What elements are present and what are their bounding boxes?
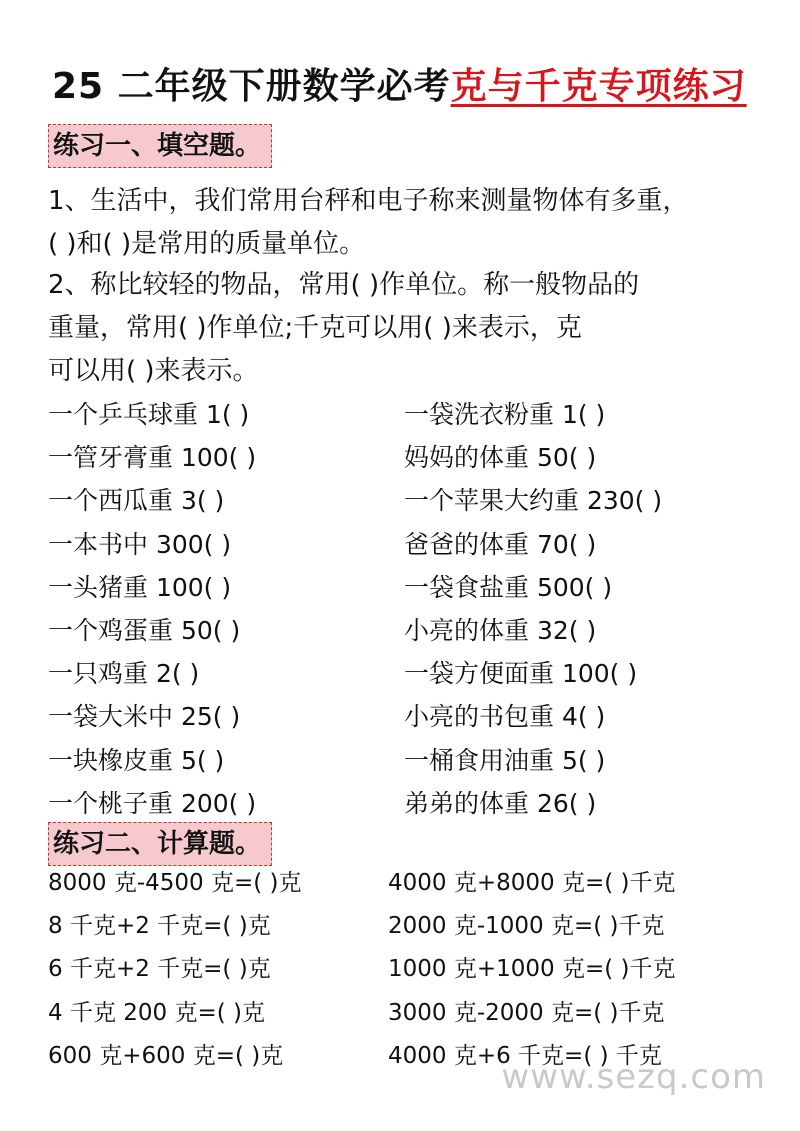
list-item <box>48 905 768 948</box>
question-2-line-3: 可以用( )来表示。 <box>48 356 259 386</box>
list-item <box>48 862 768 905</box>
question-2-line-2: 重量，常用( )作单位;千克可以用( )来表示，克 <box>48 313 582 343</box>
watermark: www.sezq.com <box>501 1057 766 1097</box>
list-item <box>48 566 768 609</box>
calc-item-right: 4000 克+8000 克=( )千克 <box>388 870 676 896</box>
fill-item-right: 一袋食盐重 500( ) <box>404 572 613 602</box>
question-1-line-2: ( )和( )是常用的质量单位。 <box>48 229 366 259</box>
fill-item-left: 一本书中 300( ) <box>48 529 232 559</box>
calc-item-right: 4000 克+6 千克=( ) 千克 <box>388 1042 662 1069</box>
fill-item-right: 小亮的书包重 4( ) <box>404 702 606 732</box>
calc-item-right: 1000 克+1000 克=( )千克 <box>388 956 676 983</box>
list-item <box>48 609 768 652</box>
list-item <box>48 652 768 695</box>
fill-item-left: 一个桃子重 200( ) <box>48 788 257 818</box>
fill-item-left: 一个鸡蛋重 50( ) <box>48 615 241 645</box>
fill-item-right: 一桶食用油重 5( ) <box>404 745 606 775</box>
fill-item-left: 一个乒乓球重 1( ) <box>48 400 250 429</box>
fill-item-right: 弟弟的体重 26( ) <box>404 788 597 818</box>
fill-item-left: 一只鸡重 2( ) <box>48 659 200 689</box>
fill-item-right: 一袋方便面重 100( ) <box>404 659 638 689</box>
question-1-line-1: 1、生活中，我们常用台秤和电子称来测量物体有多重， <box>48 186 689 216</box>
list-item <box>48 393 768 436</box>
list-item <box>48 523 768 566</box>
page-title-main: 25 二年级下册数学必考 <box>52 66 451 107</box>
fill-item-right: 一个苹果大约重 230( ) <box>404 486 663 516</box>
fill-item-right: 一袋洗衣粉重 1( ) <box>404 400 606 429</box>
list-item <box>48 695 768 738</box>
page-title <box>52 58 760 106</box>
calc-item-left: 8 千克+2 千克=( )克 <box>48 913 271 940</box>
question-1 <box>48 180 760 266</box>
fill-item-left: 一个西瓜重 3( ) <box>48 486 225 516</box>
section-title-fill-in: 练习一、填空题。 <box>48 124 272 168</box>
question-2 <box>48 264 760 393</box>
calc-item-right: 3000 克-2000 克=( )千克 <box>388 999 665 1026</box>
list-item <box>48 782 768 825</box>
fill-item-left: 一块橡皮重 5( ) <box>48 745 225 775</box>
fill-item-right: 小亮的体重 32( ) <box>404 615 597 645</box>
list-item <box>48 739 768 782</box>
list-item <box>48 436 768 479</box>
page-title-highlight: 克与千克专项练习 <box>450 66 747 107</box>
fill-item-left: 一袋大米中 25( ) <box>48 702 241 732</box>
fill-item-right: 爸爸的体重 70( ) <box>404 529 597 559</box>
calc-item-left: 6 千克+2 千克=( )克 <box>48 956 271 983</box>
fill-in-list <box>48 393 768 825</box>
calculation-list <box>48 862 768 1078</box>
list-item <box>48 992 768 1035</box>
calc-item-left: 8000 克-4500 克=( )克 <box>48 870 302 896</box>
section-title-calculation: 练习二、计算题。 <box>48 822 272 866</box>
question-2-line-1: 2、称比较轻的物品，常用( )作单位。称一般物品的 <box>48 270 640 300</box>
fill-item-left: 一管牙膏重 100( ) <box>48 443 257 473</box>
list-item <box>48 948 768 991</box>
fill-item-right: 妈妈的体重 50( ) <box>404 443 597 473</box>
calc-item-left: 600 克+600 克=( )克 <box>48 1042 284 1069</box>
fill-item-left: 一头猪重 100( ) <box>48 572 232 602</box>
calc-item-right: 2000 克-1000 克=( )千克 <box>388 913 665 940</box>
calc-item-left: 4 千克 200 克=( )克 <box>48 999 265 1026</box>
list-item <box>48 479 768 522</box>
